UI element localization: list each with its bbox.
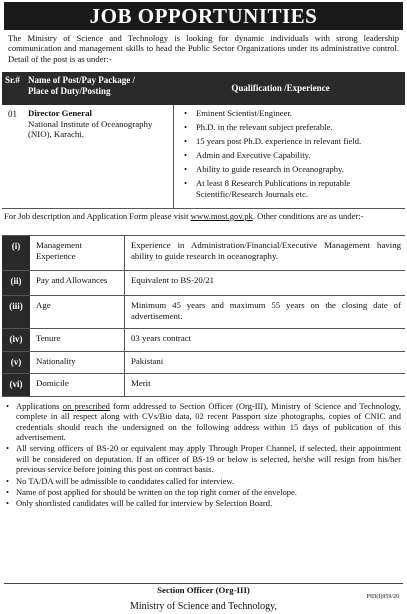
conditions-table bbox=[2, 235, 405, 397]
condition-row bbox=[2, 374, 405, 397]
condition-num: (v) bbox=[2, 352, 30, 373]
condition-label: Tenure bbox=[30, 329, 125, 351]
condition-label: Management Experience bbox=[30, 236, 125, 270]
instruction-item bbox=[6, 401, 401, 442]
instruction-underlined: on prescribed bbox=[62, 401, 110, 411]
condition-label: Domicile bbox=[30, 374, 125, 396]
condition-label: Age bbox=[30, 296, 125, 328]
condition-value: Merit bbox=[131, 378, 151, 388]
post-row bbox=[2, 105, 405, 209]
page-title-banner bbox=[4, 2, 403, 30]
qualification-item: • Eminent Scientist/Engineer. bbox=[184, 108, 401, 118]
jd-text-after: . Other conditions are as under:- bbox=[252, 211, 364, 221]
post-place: National Institute of Oceanography (NIO), Karachi. bbox=[28, 118, 153, 140]
ministry-name: Ministry of Science and Technology, bbox=[129, 601, 278, 612]
condition-num: (iv) bbox=[2, 329, 30, 351]
post-title: Director General bbox=[28, 108, 92, 118]
qualification-item: • Admin and Executive Capability. bbox=[184, 150, 401, 160]
header-qualification: Qualification /Experience bbox=[231, 83, 330, 93]
qualification-item: • At least 8 Research Publications in reputable Scientific/Research Journals etc. bbox=[184, 178, 401, 199]
post-sr: 01 bbox=[8, 109, 17, 119]
job-description-note bbox=[0, 209, 407, 235]
condition-label: Nationality bbox=[30, 352, 125, 373]
condition-value: Minimum 45 years and maximum 55 years on the closing date of advertisement. bbox=[131, 300, 401, 321]
condition-label: Pay and Allowances bbox=[30, 271, 125, 295]
footer-divider bbox=[4, 583, 403, 584]
header-post: Name of Post/Pay Package / Place of Duty/Posting bbox=[28, 75, 135, 96]
condition-value: Experience in Administration/Financial/Executive Management having ability to guide research in oceanography. bbox=[131, 240, 401, 261]
condition-value: Pakistani bbox=[131, 356, 164, 366]
instruction-text: form addressed to Section Officer (Org-III), Ministry of Science and Technology, complete in all respect along with CVs/Bio data, 02 recent Passport size photographs, copies of CNIC and credentials should reach the undersigned on the following address within 15 days of publication of this advertisement. bbox=[16, 401, 401, 443]
instruction-text: Applications bbox=[16, 401, 63, 411]
condition-row bbox=[2, 271, 405, 296]
website-link[interactable]: www.most.gov.pk bbox=[190, 211, 253, 221]
condition-row bbox=[2, 236, 405, 271]
qualification-item: • 15 years post Ph.D. experience in relevant field. bbox=[184, 136, 401, 146]
jd-text-before: For Job description and Application Form please visit bbox=[4, 211, 191, 221]
condition-row bbox=[2, 329, 405, 352]
condition-num: (vi) bbox=[2, 374, 30, 396]
condition-row bbox=[2, 352, 405, 374]
qualification-item: • Ph.D. in the relevant subject preferable. bbox=[184, 122, 401, 132]
condition-num: (iii) bbox=[2, 296, 30, 328]
qualification-list-container bbox=[174, 105, 405, 208]
header-sr: Sr.# bbox=[5, 75, 20, 85]
condition-num: (i) bbox=[2, 236, 30, 270]
condition-num: (ii) bbox=[2, 271, 30, 295]
signatory: Section Officer (Org-III) bbox=[157, 585, 250, 595]
qualification-list bbox=[184, 108, 401, 199]
page-title: JOB OPPORTUNITIES bbox=[89, 4, 318, 28]
condition-value: 03 years contract bbox=[131, 333, 192, 343]
instruction-item: • All serving officers of BS-20 or equivalent may apply Through Proper Channel, if selected, their appointment will be considered on deputation. If an officer of BS-19 or below is selected, he/she will resign from his/her previous service before joining this post on contract basis. bbox=[6, 443, 401, 474]
post-details bbox=[26, 105, 174, 208]
instruction-item: • No TA/DA will be admissible to candidates called for interview. bbox=[6, 476, 401, 486]
reference-number: PID(I)959/20 bbox=[366, 594, 399, 600]
instructions-list bbox=[0, 397, 407, 509]
instruction-item: • Only shortlisted candidates will be called for interview by Selection Board. bbox=[6, 498, 401, 508]
condition-row bbox=[2, 296, 405, 329]
instruction-item: • Name of post applied for should be written on the top right corner of the envelope. bbox=[6, 487, 401, 497]
intro-paragraph: The Ministry of Science and Technology is looking for dynamic individuals with strong leadership communication and management skills to head the Public Sector Organizations under its administrative control. Detail of the post is as under:- bbox=[8, 33, 399, 64]
condition-value: Equivalent to BS-20/21 bbox=[131, 275, 215, 285]
qualification-item: • Ability to guide research in Oceanography. bbox=[184, 164, 401, 174]
table-header bbox=[2, 72, 405, 105]
